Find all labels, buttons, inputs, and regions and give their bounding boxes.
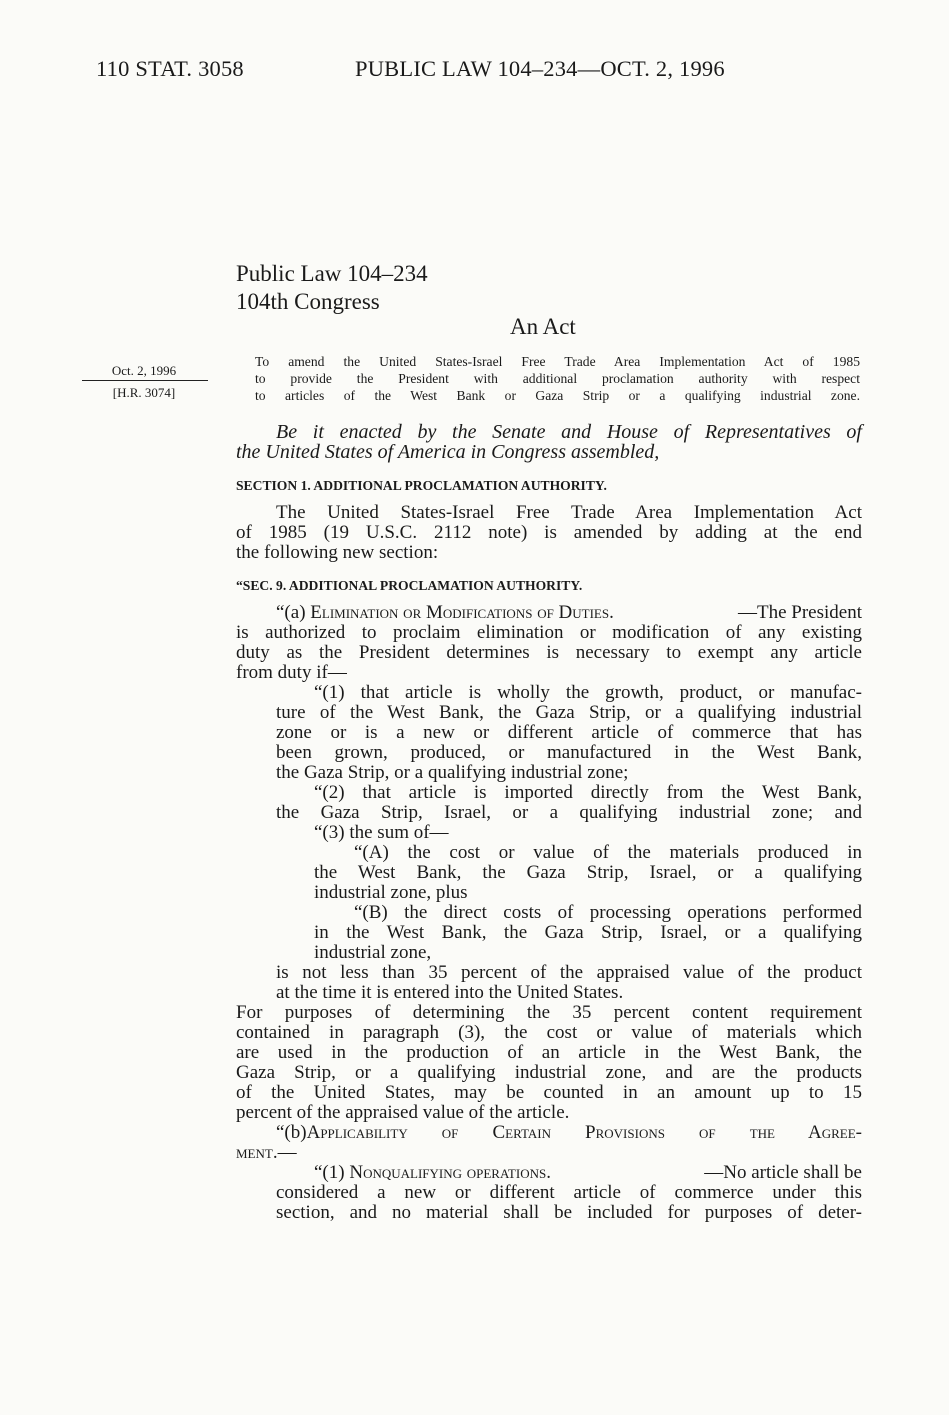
paragraph-1-line: ture of the West Bank, the Gaza Strip, or a qualifying industrial (276, 702, 862, 723)
public-law-number: Public Law 104–234 (236, 261, 428, 286)
subparagraph-b-line: in the West Bank, the Gaza Strip, Israel, or a qualifying (314, 922, 862, 943)
paragraph-b1-lead (314, 1163, 862, 1183)
congress-number: 104th Congress (236, 289, 380, 314)
paragraph-b1-text: —No article shall be (704, 1162, 862, 1183)
paragraph-b1-line: section, and no material shall be included for purposes of deter- (276, 1202, 862, 1223)
sec9-heading: “SEC. 9. ADDITIONAL PROCLAMATION AUTHORITY. (236, 578, 583, 593)
subparagraph-b-line: industrial zone, (314, 942, 432, 963)
section1-heading: SECTION 1. ADDITIONAL PROCLAMATION AUTHORITY. (236, 478, 607, 493)
enacting-line: the United States of America in Congress assembled, (236, 441, 660, 463)
subsection-a-text: —The President (737, 602, 862, 623)
subsection-a-line: from duty if— (236, 662, 347, 683)
purpose-line: to articles of the West Bank or Gaza Strip or a qualifying industrial zone. (255, 388, 860, 403)
subsection-b-lead (276, 1123, 862, 1143)
purposes-line: Gaza Strip, or a qualifying industrial zone, and are the products (236, 1062, 862, 1083)
act-purpose (255, 353, 860, 404)
paragraph-2-line: “(2) that article is imported directly from the West Bank, (314, 782, 862, 803)
paragraph-1-line: zone or is a new or different article of commerce that has (276, 722, 862, 743)
subsection-a-line: duty as the President determines is necessary to exempt any article (236, 642, 862, 663)
paragraph-2-line: the Gaza Strip, Israel, or a qualifying industrial zone; and (276, 802, 862, 823)
purposes-line: contained in paragraph (3), the cost or value of materials which (236, 1022, 862, 1043)
margin-date: Oct. 2, 1996 (111, 363, 177, 378)
subparagraph-a-line: industrial zone, plus (314, 882, 468, 903)
section1-line: the following new section: (236, 542, 439, 563)
margin-bill-number: [H.R. 3074] (112, 385, 176, 400)
purpose-line: to provide the President with additional proclamation authority with respect (255, 371, 860, 386)
subsection-a-line: is authorized to proclaim elimination or modification of any existing (236, 622, 862, 643)
paragraph-1-line: the Gaza Strip, or a qualifying industrial zone; (276, 762, 629, 783)
subsection-a-label: “(a) Elimination or Modifications of Duties. (276, 602, 614, 623)
paragraph-3-tail-line: at the time it is entered into the United States. (276, 982, 624, 1003)
paragraph-b1-label: “(1) Nonqualifying operations. (314, 1162, 551, 1183)
an-act-heading: An Act (510, 314, 576, 339)
subparagraph-b-line: “(B) the direct costs of processing operations performed (354, 902, 862, 923)
purposes-line: of the United States, may be counted in an amount up to 15 (236, 1082, 862, 1103)
subsection-a-lead (276, 603, 862, 623)
section1-line: of 1985 (19 U.S.C. 2112 note) is amended by adding at the end (236, 522, 862, 543)
law-reference: PUBLIC LAW 104–234—OCT. 2, 1996 (355, 56, 725, 81)
purposes-line: percent of the appraised value of the article. (236, 1102, 570, 1123)
paragraph-1-line: “(1) that article is wholly the growth, product, or manufac- (314, 682, 862, 703)
subsection-b-caption: Applicability of Certain Provisions of the Agree- (306, 1122, 862, 1143)
section1-line: The United States-Israel Free Trade Area Implementation Act (276, 502, 862, 523)
paragraph-b1-line: considered a new or different article of commerce under this (276, 1182, 862, 1203)
subparagraph-a-line: the West Bank, the Gaza Strip, Israel, or a qualifying (314, 862, 862, 883)
purpose-line: To amend the United States-Israel Free Trade Area Implementation Act of 1985 (255, 354, 860, 369)
enacting-line: Be it enacted by the Senate and House of Representatives of (276, 421, 862, 443)
subsection-b-prefix: “(b) (276, 1122, 307, 1143)
purposes-line: For purposes of determining the 35 percent content requirement (236, 1002, 862, 1023)
paragraph-3-line: “(3) the sum of— (314, 822, 449, 843)
enacting-clause (236, 422, 862, 462)
subparagraph-a-line: “(A) the cost or value of the materials produced in (354, 842, 862, 863)
subsection-b-caption-end: ment.— (236, 1142, 297, 1163)
purposes-line: are used in the production of an article in the West Bank, the (236, 1042, 862, 1063)
margin-divider (82, 380, 208, 381)
stat-reference: 110 STAT. 3058 (96, 56, 244, 81)
paragraph-3-tail-line: is not less than 35 percent of the appraised value of the product (276, 962, 862, 983)
paragraph-1-line: been grown, produced, or manufactured in the West Bank, (276, 742, 862, 763)
